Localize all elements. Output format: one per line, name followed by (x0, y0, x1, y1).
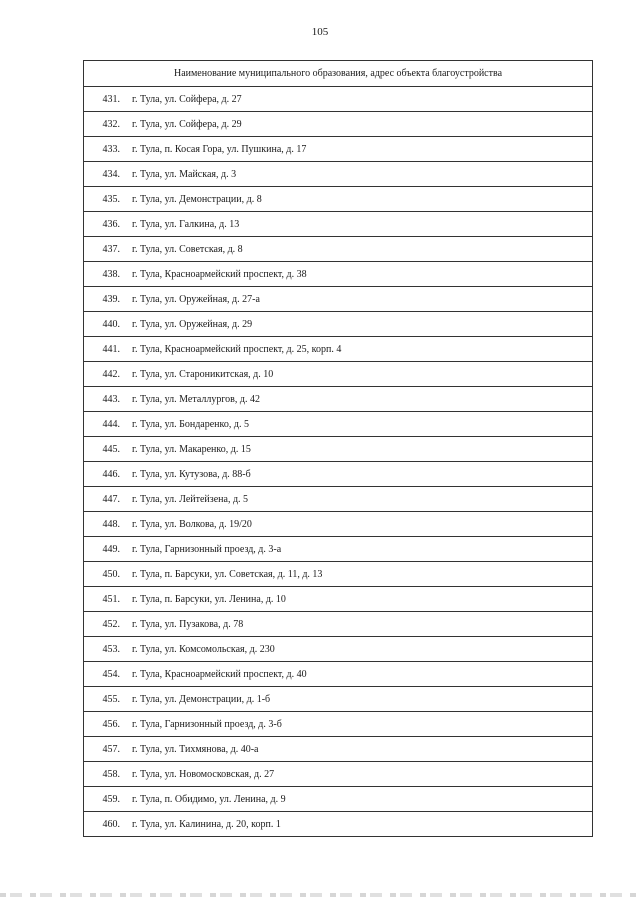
row-address: г. Тула, ул. Демонстрации, д. 1-б (132, 693, 271, 705)
row-address: г. Тула, ул. Металлургов, д. 42 (132, 393, 260, 405)
row-number: 453. (102, 643, 120, 655)
table-row (84, 162, 592, 187)
row-address: г. Тула, ул. Оружейная, д. 29 (132, 318, 253, 330)
row-address: г. Тула, ул. Новомосковская, д. 27 (132, 768, 275, 780)
row-number: 442. (102, 368, 120, 380)
table-row (84, 737, 592, 762)
table-row (84, 587, 592, 612)
table-row (84, 462, 592, 487)
row-address: г. Тула, ул. Сойфера, д. 29 (132, 118, 242, 130)
row-address: г. Тула, ул. Лейтейзена, д. 5 (132, 493, 249, 505)
table-row (84, 412, 592, 437)
table-header: Наименование муниципального образования, адрес объекта благоустройства (84, 61, 592, 87)
row-address: г. Тула, ул. Пузакова, д. 78 (132, 618, 244, 630)
row-address: г. Тула, Красноармейский проспект, д. 25, корп. 4 (132, 343, 342, 355)
scan-artifact-footer (0, 893, 640, 897)
table-row (84, 637, 592, 662)
table-row (84, 812, 592, 837)
row-number: 439. (102, 293, 120, 305)
row-number: 449. (102, 543, 120, 555)
row-address: г. Тула, ул. Сойфера, д. 27 (132, 93, 242, 105)
row-number: 435. (102, 193, 120, 205)
row-number: 457. (102, 743, 120, 755)
table-row (84, 337, 592, 362)
table-body (84, 87, 592, 837)
row-address: г. Тула, ул. Бондаренко, д. 5 (132, 418, 249, 430)
row-address: г. Тула, ул. Комсомольская, д. 230 (132, 643, 275, 655)
row-number: 440. (102, 318, 120, 330)
row-address: г. Тула, ул. Тихмянова, д. 40-а (132, 743, 259, 755)
row-number: 446. (102, 468, 120, 480)
row-address: г. Тула, ул. Советская, д. 8 (132, 243, 243, 255)
row-number: 444. (102, 418, 120, 430)
row-address: г. Тула, ул. Волкова, д. 19/20 (132, 518, 252, 530)
row-number: 459. (102, 793, 120, 805)
row-address: г. Тула, ул. Калинина, д. 20, корп. 1 (132, 818, 281, 830)
table-row (84, 112, 592, 137)
table-row (84, 762, 592, 787)
row-number: 433. (102, 143, 120, 155)
row-number: 460. (102, 818, 120, 830)
table-row (84, 237, 592, 262)
row-number: 454. (102, 668, 120, 680)
row-number: 437. (102, 243, 120, 255)
table-row (84, 187, 592, 212)
table-row (84, 487, 592, 512)
table-row (84, 787, 592, 812)
row-address: г. Тула, Гарнизонный проезд, д. 3-б (132, 718, 282, 730)
row-address: г. Тула, п. Барсуки, ул. Ленина, д. 10 (132, 593, 286, 605)
address-table (83, 60, 593, 837)
row-address: г. Тула, ул. Макаренко, д. 15 (132, 443, 251, 455)
page-number: 105 (311, 26, 329, 38)
table-row (84, 612, 592, 637)
row-address: г. Тула, ул. Демонстрации, д. 8 (132, 193, 262, 205)
table-row (84, 362, 592, 387)
row-number: 432. (102, 118, 120, 130)
table-row (84, 712, 592, 737)
row-address: г. Тула, ул. Староникитская, д. 10 (132, 368, 274, 380)
table-row (84, 312, 592, 337)
row-number: 456. (102, 718, 120, 730)
row-number: 447. (102, 493, 120, 505)
row-number: 455. (102, 693, 120, 705)
table-row (84, 137, 592, 162)
table-row (84, 512, 592, 537)
table-row (84, 687, 592, 712)
table-row (84, 437, 592, 462)
row-number: 448. (102, 518, 120, 530)
row-number: 436. (102, 218, 120, 230)
table-row (84, 212, 592, 237)
table-row (84, 87, 592, 112)
table-row (84, 662, 592, 687)
row-number: 434. (102, 168, 120, 180)
row-number: 445. (102, 443, 120, 455)
table-row (84, 387, 592, 412)
table-row (84, 537, 592, 562)
row-address: г. Тула, ул. Галкина, д. 13 (132, 218, 240, 230)
row-address: г. Тула, Красноармейский проспект, д. 38 (132, 268, 307, 280)
row-address: г. Тула, п. Барсуки, ул. Советская, д. 11, д. 13 (132, 568, 323, 580)
row-address: г. Тула, Гарнизонный проезд, д. 3-а (132, 543, 282, 555)
row-number: 450. (102, 568, 120, 580)
row-number: 452. (102, 618, 120, 630)
row-address: г. Тула, ул. Майская, д. 3 (132, 168, 237, 180)
row-number: 431. (102, 93, 120, 105)
table-row (84, 287, 592, 312)
row-number: 458. (102, 768, 120, 780)
row-address: г. Тула, ул. Оружейная, д. 27-а (132, 293, 260, 305)
table-row (84, 562, 592, 587)
row-address: г. Тула, Красноармейский проспект, д. 40 (132, 668, 307, 680)
row-number: 451. (102, 593, 120, 605)
row-number: 438. (102, 268, 120, 280)
row-address: г. Тула, ул. Кутузова, д. 88-б (132, 468, 251, 480)
table-row (84, 262, 592, 287)
row-number: 443. (102, 393, 120, 405)
row-address: г. Тула, п. Косая Гора, ул. Пушкина, д. 17 (132, 143, 307, 155)
row-number: 441. (102, 343, 120, 355)
row-address: г. Тула, п. Обидимо, ул. Ленина, д. 9 (132, 793, 286, 805)
